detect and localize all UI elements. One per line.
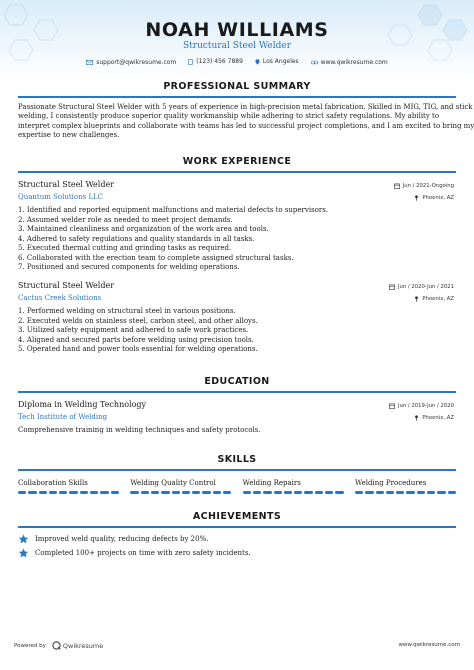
section-divider [18,469,456,471]
achievement-text: Improved weld quality, reducing defects by 20%. [35,535,209,543]
skill-item [18,479,119,494]
skill-level-segment [111,491,119,494]
list-item: 2. Assumed welder role as needed to meet project demands. [18,215,233,224]
skill-level-segment [80,491,88,494]
skill-level-segment [69,491,77,494]
contact-bar [0,58,474,67]
skill-level-segment [223,491,231,494]
job-location-text: Phoenix, AZ [422,296,454,302]
section-title-achievements: ACHIEVEMENTS [192,511,282,522]
skill-level-segment [448,491,456,494]
skill-level-segment [355,491,363,494]
skill-level-segment [18,491,26,494]
list-item: 4. Adhered to safety regulations and quality standards in all tasks. [18,234,255,243]
skill-level-segment [365,491,373,494]
job-dates [394,183,454,189]
summary-line: welding, I consistently produce superior quality workmanship while adhering to strict safety regulations. My ability to [18,112,440,121]
skill-level-segment [192,491,200,494]
location-text: Los Angeles [262,58,299,65]
contact-phone[interactable] [188,58,243,65]
star-badge-icon [18,548,29,558]
skill-name: Welding Procedures [354,479,427,487]
email-text: support@qwikresume.com [96,58,177,66]
job-title: Structural Steel Welder [18,281,115,290]
skill-level-segment [335,491,343,494]
skill-level-segment [417,491,425,494]
skill-level-segment [243,491,251,494]
summary-line: Passionate Structural Steel Welder with 5 years of experience in high-precision metal fabrication. Skilled in MIG, TIG, and stick [18,103,473,111]
skill-level-segment [130,491,138,494]
list-item: 3. Utilized safety equipment and adhered to safe work practices. [18,326,249,334]
skill-level-segment [59,491,67,494]
skill-name: Collaboration Skills [18,479,88,487]
phone-text: (123) 456 7889 [196,58,243,65]
list-item: 5. Operated hand and power tools essential for welding operations. [18,345,258,353]
skill-level-segment [437,491,445,494]
pin-icon [414,195,419,201]
link-icon [311,60,318,65]
contact-email[interactable] [86,59,176,66]
section-title-skills: SKILLS [217,454,257,465]
skill-item [130,479,231,494]
footer-website[interactable]: www.qwikresume.com [398,642,460,648]
skill-level-segment [28,491,36,494]
skill-level-segment [49,491,57,494]
pin-icon [414,296,419,302]
job-location-text: Phoenix, AZ [422,195,454,201]
education-dates-text: Jun / 2019-Jun / 2020 [397,403,454,409]
degree-title: Diploma in Welding Technology [18,400,147,409]
summary-paragraph [18,103,474,141]
skill-level-bar [243,491,344,494]
skill-level-bar [355,491,456,494]
qwikresume-logo-icon [52,641,61,650]
skill-level-segment [151,491,159,494]
list-item: 1. Identified and reported equipment malfunctions and material defects to supervisors. [18,206,329,214]
skill-level-segment [213,491,221,494]
achievement-item [18,534,208,544]
achievement-item [18,548,251,558]
skill-name: Welding Quality Control [130,479,216,487]
contact-website[interactable] [311,59,388,66]
section-divider [18,526,456,528]
list-item: 7. Positioned and secured components for welding operations. [18,263,240,271]
skill-name: Welding Repairs [242,479,301,487]
star-badge-icon [18,534,29,544]
list-item: 1. Performed welding on structural steel in various positions. [18,307,236,315]
brand-name: Qwikresume [62,641,104,650]
achievement-text: Completed 100+ projects on time with zero safety incidents. [35,549,251,557]
location-pin-icon [255,59,260,65]
phone-icon [188,59,193,65]
job-dates [389,284,454,290]
brand-logo[interactable] [52,641,103,650]
skill-level-segment [315,491,323,494]
website-text: www.qwikresume.com [320,58,388,66]
skills-row [18,479,456,494]
skill-level-segment [100,491,108,494]
job-location [414,296,454,302]
section-divider [18,96,456,98]
company-name: Cactus Creek Solutions [18,294,102,302]
skill-level-segment [90,491,98,494]
calendar-icon [394,183,400,189]
pin-icon [414,415,419,421]
skill-level-segment [202,491,210,494]
skill-level-segment [396,491,404,494]
powered-by-text: Powered by [14,642,46,649]
summary-line: expertise to new challenges. [18,131,120,140]
section-title-summary: PROFESSIONAL SUMMARY [163,81,311,92]
skill-level-segment [284,491,292,494]
education-location [414,415,454,421]
company-name: Quantum Solutions LLC [18,193,104,201]
skill-level-segment [304,491,312,494]
list-item: 2. Executed welds on stainless steel, carbon steel, and other alloys. [18,316,258,325]
section-divider [18,391,456,393]
skill-level-segment [263,491,271,494]
contact-location [255,58,299,65]
summary-line: interpret complex blueprints and collaborate with teams has led to successful project completions, and I am excited to bring my [18,121,474,130]
skill-level-segment [253,491,261,494]
skill-item [355,479,456,494]
candidate-title: Structural Steel Welder [182,41,292,51]
skill-level-segment [141,491,149,494]
education-dates [389,403,454,409]
list-item: 4. Aligned and secured parts before welding using precision tools. [18,335,254,344]
skill-level-segment [386,491,394,494]
skill-item [243,479,344,494]
skill-level-segment [161,491,169,494]
education-location-text: Phoenix, AZ [422,415,454,421]
skill-level-segment [325,491,333,494]
skill-level-segment [376,491,384,494]
section-title-education: EDUCATION [204,376,270,387]
footer-powered-by [14,641,103,650]
job-title: Structural Steel Welder [18,180,115,189]
job-location [414,195,454,201]
school-name: Tech Institute of Welding [18,413,108,421]
calendar-icon [389,284,395,290]
section-title-experience: WORK EXPERIENCE [182,156,292,167]
skill-level-segment [274,491,282,494]
list-item: 5. Executed thermal cutting and grinding tasks as required. [18,244,232,252]
skill-level-segment [39,491,47,494]
skill-level-segment [294,491,302,494]
email-icon [86,60,93,65]
section-divider [18,171,456,173]
skill-level-segment [182,491,190,494]
education-description: Comprehensive training in welding techniques and safety protocols. [18,426,261,434]
job-dates-text: Jun / 2020-Jun / 2021 [397,284,454,290]
job-duties-list [18,206,418,273]
skill-level-bar [130,491,231,494]
job-duties-list [18,307,418,355]
candidate-name: NOAH WILLIAMS [145,19,329,41]
skill-level-bar [18,491,119,494]
skill-level-segment [427,491,435,494]
list-item: 3. Maintained cleanliness and organization of the work area and tools. [18,225,269,233]
skill-level-segment [406,491,414,494]
list-item: 6. Collaborated with the erection team to complete assigned structural tasks. [18,253,294,262]
skill-level-segment [172,491,180,494]
calendar-icon [389,403,395,409]
job-dates-text: Jun / 2021-Ongoing [402,183,454,189]
